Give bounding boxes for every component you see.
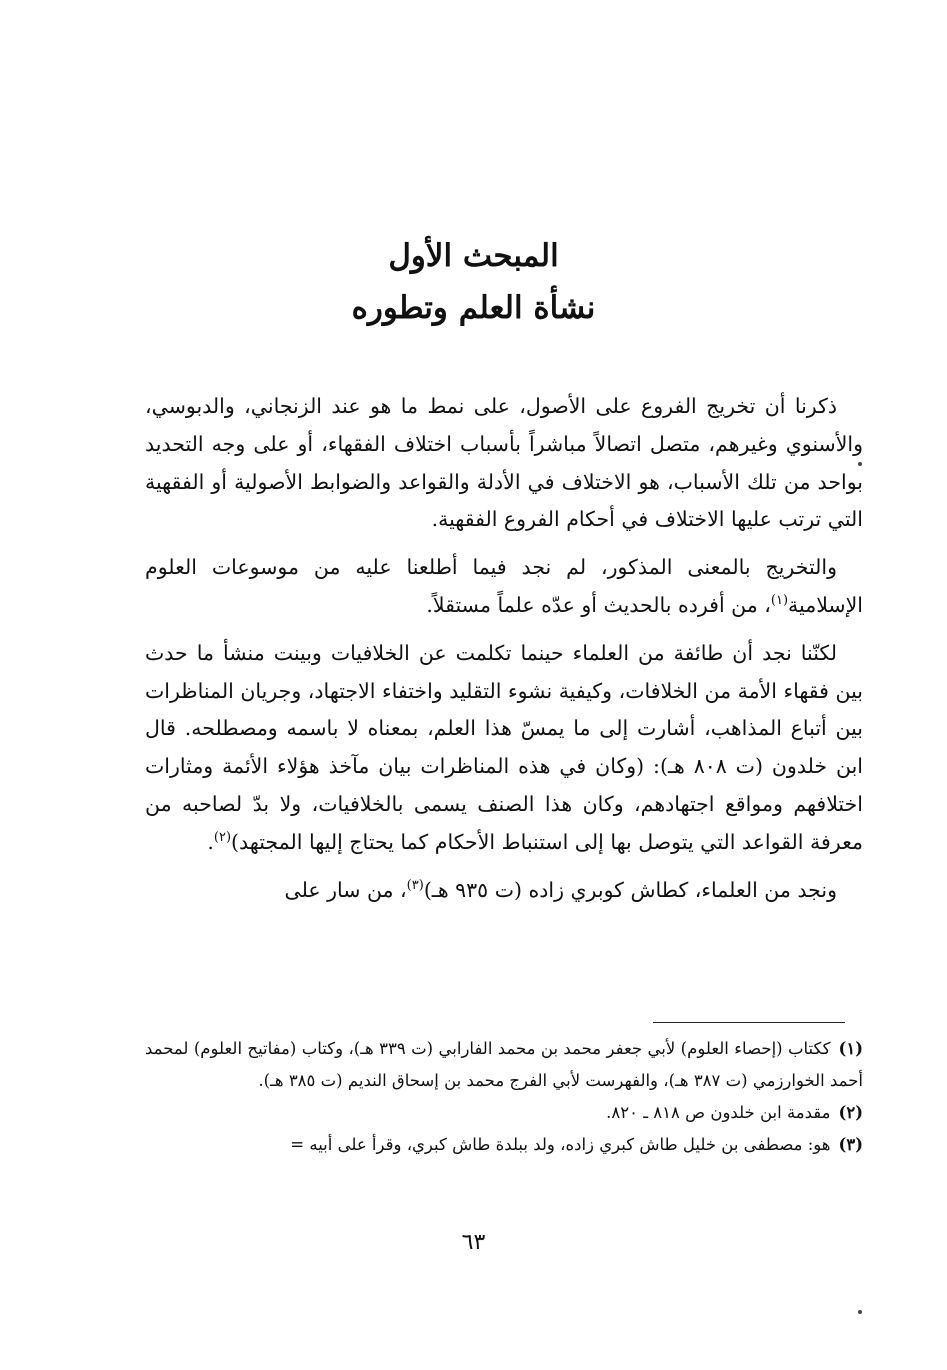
chapter-title: المبحث الأول	[388, 238, 559, 274]
chapter-subtitle: نشأة العلم وتطوره	[351, 290, 596, 326]
footnotes	[145, 1033, 863, 1161]
footnote-1	[145, 1033, 863, 1097]
page-number: ٦٣	[461, 1230, 486, 1255]
scan-speck	[858, 1310, 862, 1314]
paragraph-2-text: والتخريج بالمعنى المذكور، لم نجد فيما أطلعنا عليه من موسوعات العلوم الإسلامية	[145, 555, 863, 617]
footnote-2-text: مقدمة ابن خلدون ص ٨١٨ ـ ٨٢٠.	[606, 1103, 831, 1122]
paragraph-4-text-end: ، من سار على	[284, 877, 407, 902]
footnote-3-number: (٣)	[838, 1135, 863, 1154]
footnote-3	[145, 1129, 863, 1161]
main-text	[145, 388, 863, 919]
footnote-divider	[653, 1022, 845, 1023]
paragraph-1: ذكرنا أن تخريج الفروع على الأصول، على نمط ما هو عند الزنجاني، والدبوسي، والأسنوي وغيرهم، متصل اتصالاً مباشراً بأسباب اختلاف الفقهاء، أو على وجه التحديد بواحد من تلك الأسباب، هو الاختلاف في الأدلة والقواعد والضوابط الأصولية أو الفقهية التي ترتب عليها الاختلاف في أحكام الفروع الفقهية.	[145, 394, 863, 532]
paragraph-4	[145, 872, 863, 910]
footnote-3-text: هو: مصطفى بن خليل طاش كبري زاده، ولد ببلدة طاش كبري، وقرأ على أبيه =	[290, 1135, 831, 1154]
footnote-2	[145, 1097, 863, 1129]
paragraph-2	[145, 549, 863, 625]
footnote-ref-3: (٣)	[406, 877, 424, 893]
paragraph-2-text-end: ، من أفرده بالحديث أو عدّه علماً مستقلاً.	[426, 592, 771, 617]
footnote-2-number: (٢)	[838, 1103, 863, 1122]
footnote-ref-1: (١)	[770, 593, 789, 609]
paragraph-4-text: ونجد من العلماء، كطاش كوبري زاده (ت ٩٣٥ هـ)	[423, 877, 837, 902]
paragraph-3-text-end: .	[207, 829, 214, 854]
scan-speck	[858, 462, 862, 466]
paragraph-3	[145, 635, 863, 862]
footnote-1-number: (١)	[838, 1039, 864, 1058]
footnote-ref-2: (٢)	[213, 829, 232, 845]
footnote-1-text: ككتاب (إحصاء العلوم) لأبي جعفر محمد بن محمد الفارابي (ت ٣٣٩ هـ)، وكتاب (مفاتيح العلوم) لمحمد أحمد الخوارزمي (ت ٣٨٧ هـ)، والفهرست لأبي الفرج محمد بن إسحاق النديم (ت ٣٨٥ هـ).	[145, 1039, 863, 1090]
paragraph-3-text: لكنّنا نجد أن طائفة من العلماء حينما تكلمت عن الخلافيات وبينت منشأ ما حدث بين فقهاء الأمة من الخلافات، وكيفية نشوء التقليد واختفاء الاجتهاد، وجريان المناظرات بين أتباع المذاهب، أشارت إلى ما يمسّ هذا العلم، بمعناه لا باسمه ومصطلحه. قال ابن خلدون (ت ٨٠٨ هـ): (وكان في هذه المناظرات بيان مآخذ هؤلاء الأئمة ومثارات اختلافهم ومواقع اجتهادهم، وكان هذا الصنف يسمى بالخلافيات، ولا بدّ لصاحبه من معرفة القواعد التي يتوصل بها إلى استنباط الأحكام كما يحتاج إليها المجتهد)	[145, 640, 863, 854]
